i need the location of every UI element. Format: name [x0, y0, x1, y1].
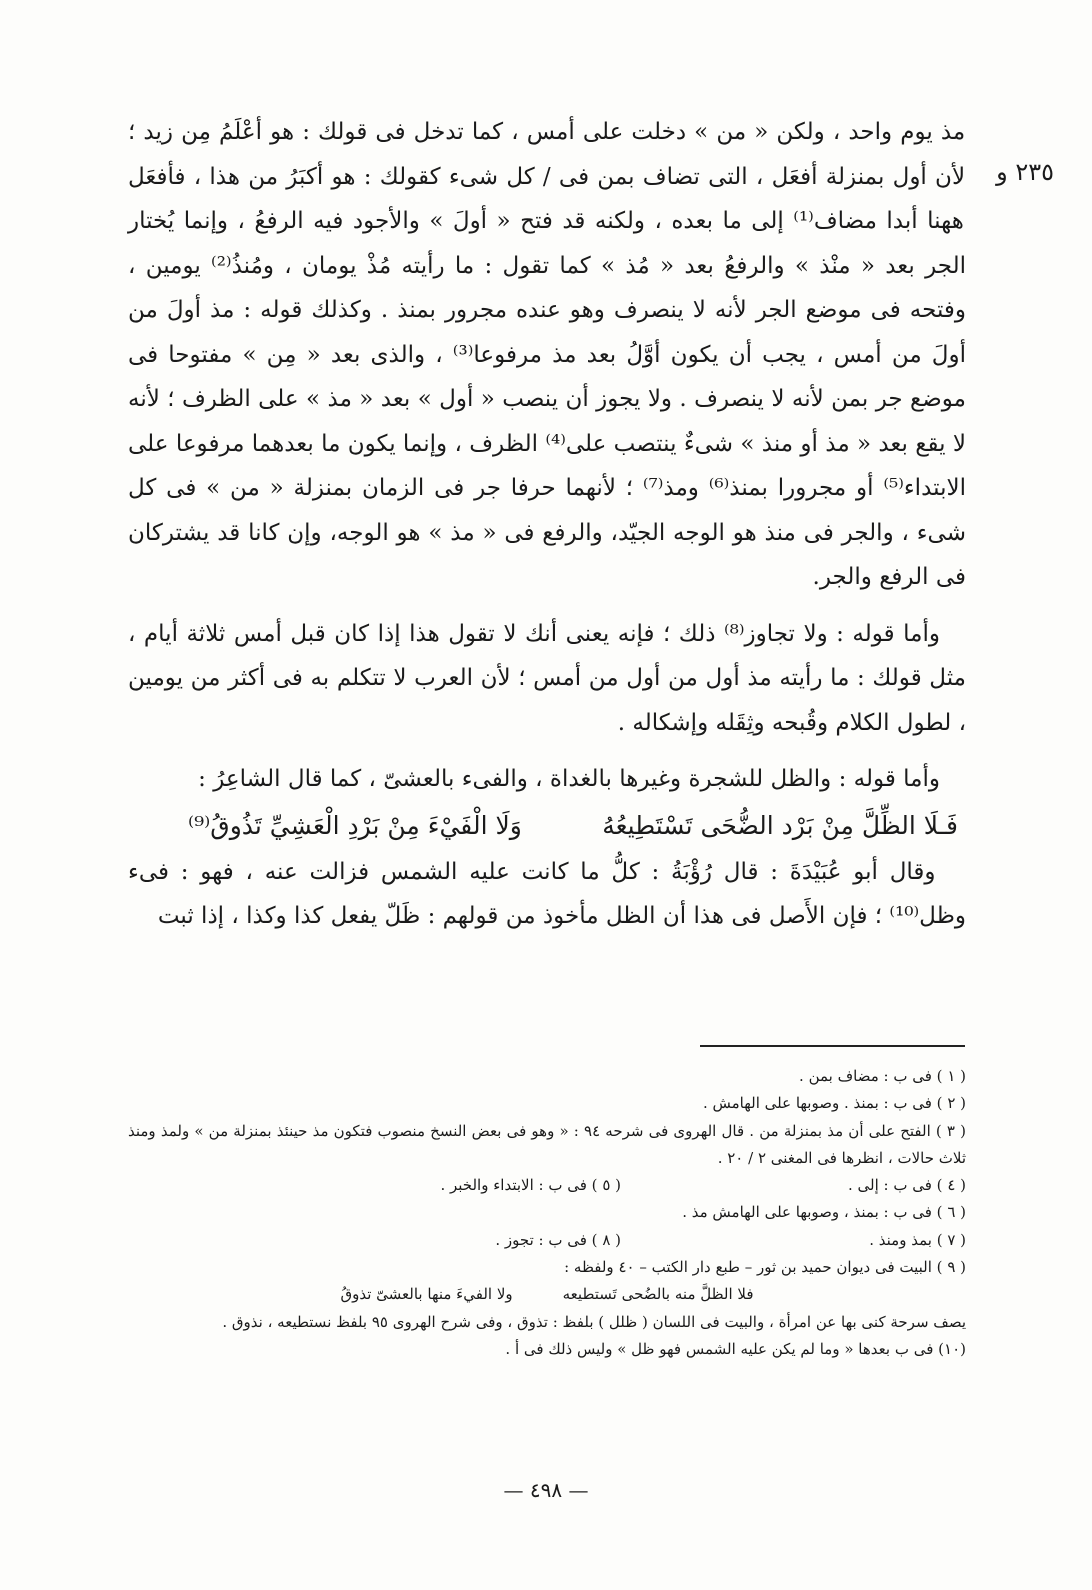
footnote-verse-second: ولا الفيءَ منها بالعشىّ تذوقُ [340, 1285, 513, 1304]
verse-second-hemistich: وَلَا الْفَيْءَ مِنْ بَرْدِ الْعَشِيِّ تَذُوقُ⁽⁹⁾ [188, 810, 522, 840]
text-line: وقال أبو عُبَيْدَةَ : قال رُؤْبَةُ : كلُّ ما كانت عليه الشمس فزالت عنه ، فهو : فىء [128, 858, 936, 885]
paragraph-3-intro: وأما قوله : والظل للشجرة وغيرها بالغداة ، والفىء بالعشىّ ، كما قال الشاعِرُ : [198, 766, 940, 792]
footnote-separator [700, 1045, 965, 1047]
footnote-2: ( ٢ ) فى ب : بمنذ . وصوبها على الهامش . [702, 1094, 966, 1113]
margin-folio-marker: ٢٣٥ و [996, 158, 1054, 186]
footnote-3-line-1: ( ٣ ) الفتح على أن مذ بمنزلة من . قال الهروى فى شرحه ٩٤ : « وهو فى بعض النسخ منصوب فتكون مذ حينئذ بمنزلة [233, 1121, 966, 1140]
text-line: بعد « مذ أو منذ » شىءٌ ينتصب على⁽⁴⁾ الظرف ، وإنما يكون ما بعدهما مرفوعا على [128, 430, 908, 457]
footnote-verse-first: فلا الظلَّ منه بالضُحى تَستطيعه [562, 1285, 754, 1304]
text-line: ههنا أبدا مضاف⁽¹⁾ إلى ما بعده ، ولكنه قد فتح « أولَ » والأجود فيه الرفعُ ، وإنما يُختار [128, 208, 964, 234]
text-line: من يومين ، لطول الكلام وقُبحه وثِقَله وإشكاله . [128, 665, 966, 736]
footnote-3 [128, 1118, 966, 1173]
footnote-9-verse [128, 1281, 966, 1308]
poetry-verse [128, 802, 966, 850]
footnote-row-4-5 [128, 1172, 966, 1199]
main-text [128, 110, 966, 939]
text-line: لأن أول بمنزلة أفعَل ، التى تضاف بمن فى / كل شىء كقولك : هو أكبَرُ من هذا ، فأفعَل [128, 163, 966, 190]
footnote-9: ( ٩ ) البيت فى ديوان حميد بن ثور – طبع دار الكتب – ٤٠ ولفظه : [564, 1258, 966, 1277]
footnote-4: ( ٤ ) فى ب : إلى . [847, 1176, 966, 1195]
footnote-7: ( ٧ ) بمذ ومنذ . [869, 1230, 966, 1249]
footnote-1: ( ١ ) فى ب : مضاف بمن . [799, 1067, 966, 1085]
text-line: والجر فى منذ هو الوجه الجيّد، والرفع فى « مذ » هو الوجه، وإن كانا قد يشتركان فى الرفع والجر. [128, 519, 966, 590]
text-line: فى موضع الجر لأنه لا ينصرف وهو عنده مجرور بمنذ . وكذلك قوله : مذ أولَ من أولَ من [128, 297, 966, 368]
footnotes [128, 1063, 966, 1363]
paragraph-1 [128, 110, 966, 600]
verse-first-hemistich: فَـلَا الظِّلَّ مِنْ بَرْد الضُّحَى تَسْتَطِيعُهُ [602, 810, 958, 840]
footnote-8: ( ٨ ) فى ب : تجوز . [495, 1230, 621, 1249]
footnote-5: ( ٥ ) فى ب : الابتداء والخبر . [440, 1176, 621, 1195]
footnote-3-line-2: من » ولمذ ومنذ ثلاث حالات ، انظرها فى المغنى ٢ / ٢٠ . [128, 1121, 966, 1167]
footnote-9-commentary: يصف سرحة كنى بها عن امرأة ، والبيت فى اللسان ( ظلل ) بلفظ : تذوق ، وفى شرح الهروى ٩٥ بلفظ نستطيعه ، نذوق . [222, 1312, 966, 1331]
text-line: وظل⁽¹⁰⁾ ؛ فإن الأَصل فى هذا أن الظل مأخوذ من قولهم : ظَلّ يفعل كذا وكذا ، إذا ثبت [157, 903, 966, 929]
paragraph-2 [128, 612, 966, 746]
text-line: بمن لأنه لا ينصرف . ولا يجوز أن ينصب « أول » بعد « مذ » على الظرف ؛ لأنه لا يقع [128, 386, 966, 457]
text-line: مذ يوم واحد ، ولكن « من » دخلت على أمس ، كما تدخل فى قولك : هو أعْلَمُ مِن زيد ؛ [128, 119, 966, 145]
footnote-10: (١٠) فى ب بعدها « وما لم يكن عليه الشمس فهو ظل » وليس ذلك فى أ . [505, 1339, 966, 1358]
footnote-6: ( ٦ ) فى ب : بمنذ ، وصوبها على الهامش مذ . [682, 1203, 966, 1222]
text-line: أمس ، يجب أن يكون أوَّلُ بعد مذ مرفوعا⁽³⁾ ، والذى بعد « مِن » مفتوحا فى موضع جر [128, 341, 966, 412]
text-line: أيام ، مثل قولك : ما رأيته مذ أول من أول من أمس ؛ لأن العرب لا تتكلم به فى أكثر [128, 620, 966, 691]
page-number: — ٤٩٨ — [503, 1478, 589, 1502]
footnote-row-7-8 [128, 1227, 966, 1254]
text-line: وأما قوله : ولا تجاوز⁽⁸⁾ ذلك ؛ فإنه يعنى أنك لا تقول هذا إذا كان قبل أمس ثلاثة [177, 620, 940, 647]
paragraph-4 [128, 850, 966, 939]
text-line: الابتداء⁽⁵⁾ أو مجرورا بمنذ⁽⁶⁾ ومذ⁽⁷⁾ ؛ لأنهما حرفا جر فى الزمان بمنزلة « من » فى كل شىء ، [128, 475, 966, 546]
text-line: الجر بعد « منْذ » والرفعُ بعد « مُذ » كما تقول : ما رأيته مُذْ يومان ، ومُنذُ⁽²⁾ يومين ، وفتحه [128, 252, 967, 323]
